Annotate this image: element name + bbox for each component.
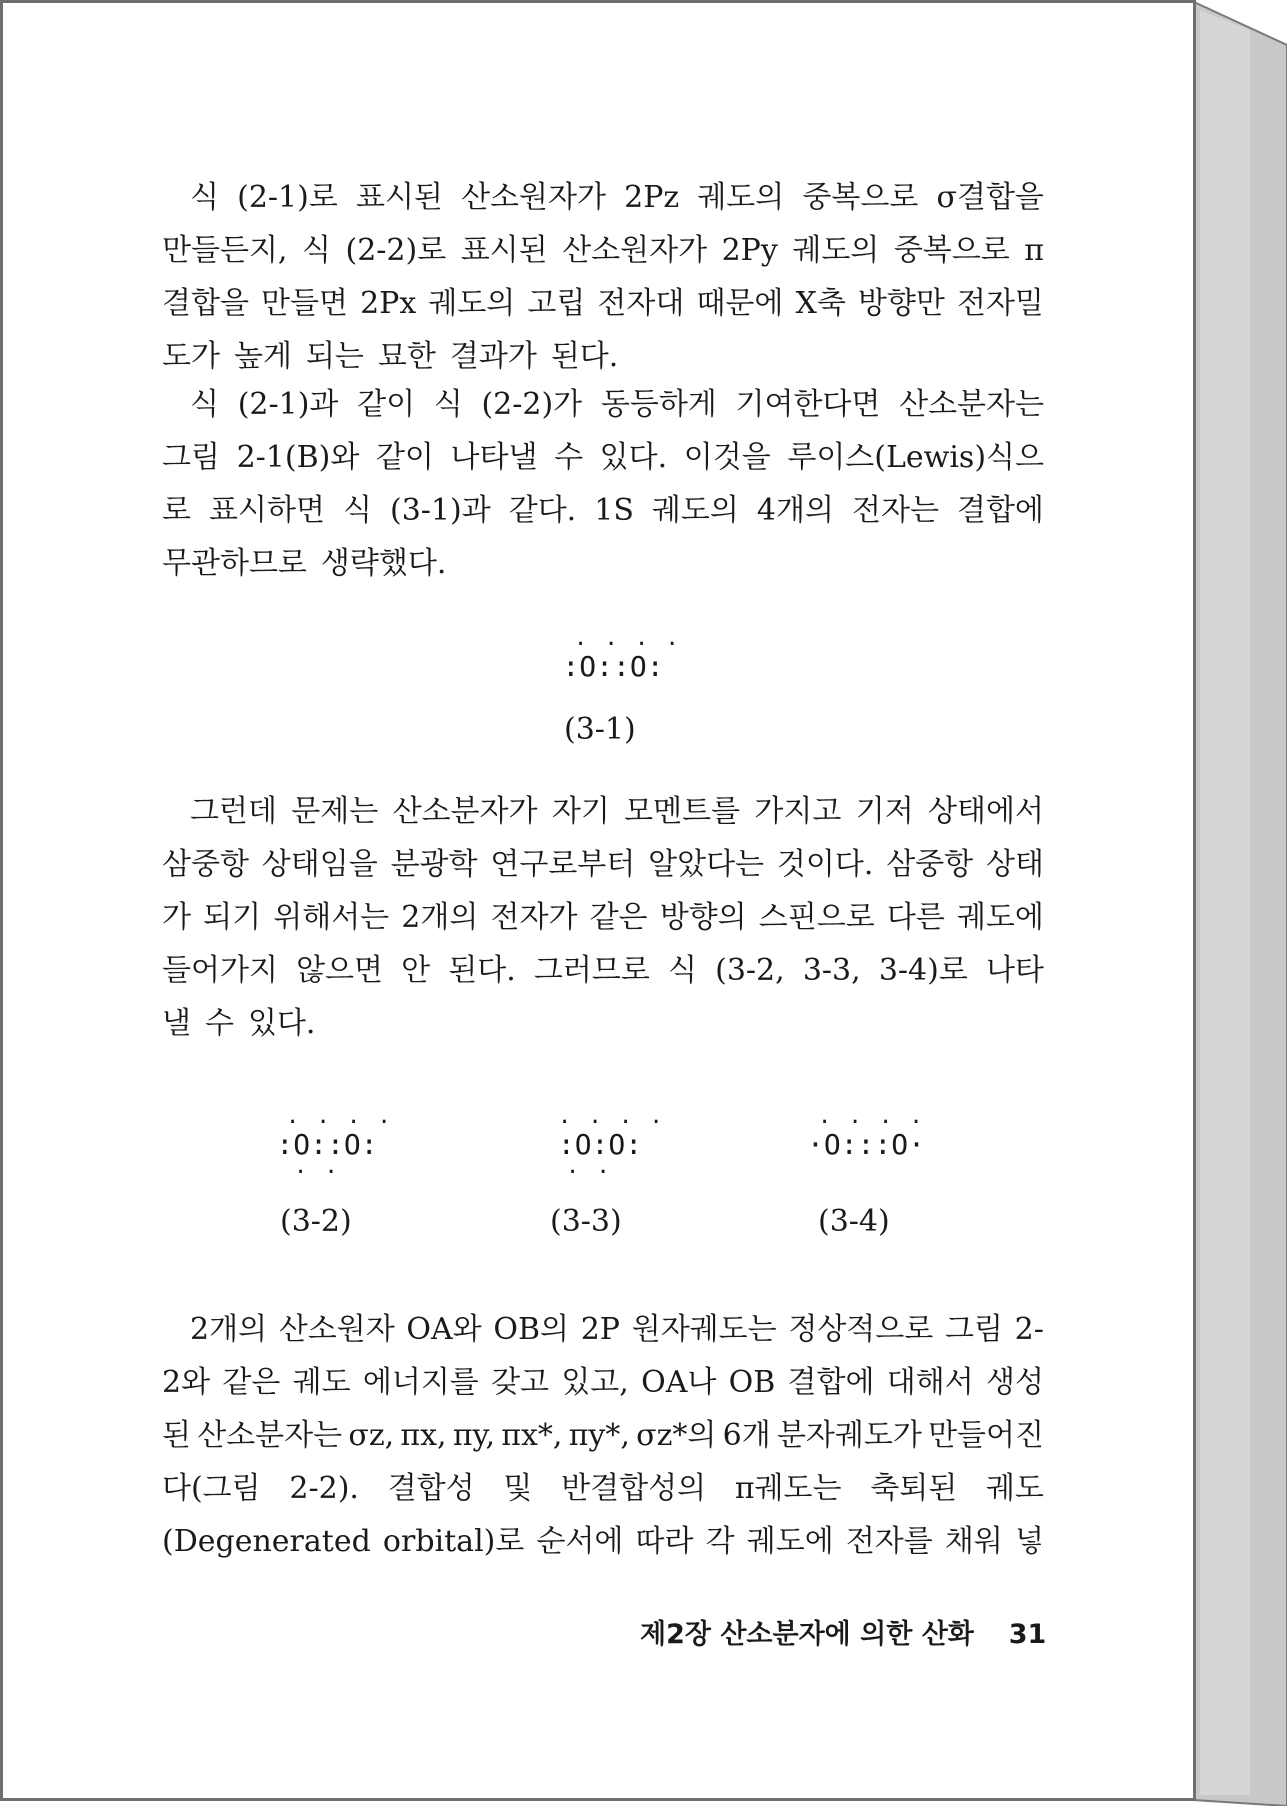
- word: 2Py: [721, 233, 778, 268]
- word: 전자대: [597, 286, 685, 321]
- word: 상태: [986, 847, 1044, 882]
- word: πx,: [400, 1418, 447, 1453]
- word: 원자궤도는: [631, 1312, 777, 1347]
- word: 문제는: [291, 794, 379, 829]
- word: 생성: [986, 1365, 1044, 1400]
- lone-pair-dots: · · · ·: [574, 632, 681, 657]
- word: 가지고: [754, 794, 842, 829]
- word: 그림: [944, 1312, 1003, 1347]
- word: 산소분자는: [899, 387, 1044, 422]
- word: 산소원자: [278, 1312, 395, 1347]
- word: 도가: [162, 339, 220, 374]
- text-line: [162, 845, 1044, 885]
- word: 식: [342, 493, 372, 528]
- text-line: [162, 1522, 1044, 1562]
- word: 산소원자가: [461, 180, 606, 215]
- word: 수: [204, 1006, 234, 1041]
- word: 묘한: [377, 339, 436, 374]
- word: 산소분자가: [392, 794, 538, 829]
- text-line: [162, 337, 1044, 377]
- word: 알았다는: [648, 847, 765, 882]
- word: 로: [162, 493, 191, 528]
- lewis-structure-3-3: :O:O:: [557, 1128, 643, 1161]
- word: 된다.: [550, 339, 619, 374]
- word: 결합성: [387, 1471, 475, 1506]
- word: 전자는: [851, 493, 939, 528]
- word: 2개의: [190, 1312, 268, 1347]
- word: 산소분자는: [197, 1418, 343, 1453]
- word: 식: [190, 180, 219, 215]
- text-line: [162, 1469, 1044, 1509]
- word: (Degenerated: [162, 1524, 371, 1559]
- word: 가: [162, 900, 191, 935]
- word: 된다.: [448, 953, 516, 988]
- lewis-structure-3-2: :O::O:: [276, 1128, 378, 1161]
- text-line: [162, 1416, 1044, 1456]
- word: 2-: [1014, 1312, 1044, 1347]
- word: 궤도의: [651, 493, 739, 528]
- lone-pair-dots: · · · ·: [286, 1110, 393, 1135]
- equation-label-3-4: (3-4): [818, 1204, 890, 1239]
- word: 순서에: [536, 1524, 624, 1559]
- word: 및: [503, 1471, 533, 1506]
- word: 식: [433, 387, 463, 422]
- word: 정상적으로: [788, 1312, 934, 1347]
- word: (3-1)과: [389, 493, 491, 528]
- word: 그러므로: [533, 953, 650, 988]
- word: 들어가지: [162, 953, 278, 988]
- word: (2-2)가: [481, 387, 583, 422]
- word: 무관하므로: [162, 546, 307, 581]
- word: σ결합을: [936, 180, 1044, 215]
- word: 연구로부터: [490, 847, 636, 882]
- word: 궤도에: [956, 900, 1044, 935]
- word: 3-4)로: [878, 953, 968, 988]
- word: 높게: [233, 339, 292, 374]
- word: 루이스(Lewis)식으: [787, 440, 1044, 475]
- word: 모멘트를: [624, 794, 741, 829]
- page-stack-shade: [1200, 10, 1250, 1795]
- word: 자기: [551, 794, 610, 829]
- word: 안: [401, 953, 431, 988]
- word: 위해서는: [273, 900, 390, 935]
- word: 표시된: [460, 233, 548, 268]
- word: π: [1024, 233, 1044, 268]
- word: 2Pz: [624, 180, 680, 215]
- text-line: [162, 231, 1044, 271]
- word: 각: [705, 1524, 735, 1559]
- word: OA와: [406, 1312, 482, 1347]
- word: 표시하면: [209, 493, 325, 528]
- word: 6개: [722, 1418, 771, 1453]
- word: (2-1)로: [237, 180, 338, 215]
- equation-label-3-2: (3-2): [280, 1204, 352, 1239]
- word: 때문에: [696, 286, 784, 321]
- page-footer: [640, 1612, 1047, 1651]
- word: 에너지를: [362, 1365, 479, 1400]
- word: 만들면: [261, 286, 348, 321]
- word: 대해서: [886, 1365, 974, 1400]
- word: 다른: [886, 900, 945, 935]
- word: 결합에: [787, 1365, 875, 1400]
- word: 기여한다면: [735, 387, 881, 422]
- word: 낼: [162, 1006, 191, 1041]
- word: 4개의: [756, 493, 834, 528]
- word: 삼중항: [886, 847, 974, 882]
- word: 궤도에: [746, 1524, 834, 1559]
- word: 같다.: [508, 493, 577, 528]
- word: 같은: [222, 1365, 281, 1400]
- text-line: [162, 544, 1044, 584]
- word: π궤도는: [734, 1471, 842, 1506]
- word: 식: [301, 233, 331, 268]
- word: 않으면: [296, 953, 384, 988]
- word: 결합을: [162, 286, 249, 321]
- word: 기저: [855, 794, 914, 829]
- word: 그런데: [190, 794, 277, 829]
- text-line: [162, 898, 1044, 938]
- word: OB: [728, 1365, 776, 1400]
- word: 같이: [357, 387, 416, 422]
- word: 2Px: [360, 286, 417, 321]
- word: 상태임을: [261, 847, 378, 882]
- word: 궤도의: [428, 286, 516, 321]
- word: 결과가: [449, 339, 537, 374]
- word: 중복으로: [802, 180, 919, 215]
- lone-pair-dots: · · · ·: [818, 1110, 925, 1135]
- word: 전자밀: [956, 286, 1044, 321]
- word: 나타낼: [450, 440, 538, 475]
- word: 되기: [203, 900, 262, 935]
- word: 2-2).: [289, 1471, 359, 1506]
- text-line: [162, 1004, 1044, 1044]
- word: 생략했다.: [320, 546, 447, 581]
- text-line: [162, 951, 1044, 991]
- word: 결합에: [956, 493, 1044, 528]
- word: 있다.: [599, 440, 668, 475]
- word: 만들어진: [928, 1418, 1044, 1453]
- word: (2-1)과: [237, 387, 339, 422]
- unpaired-electron-dots: · ·: [566, 1160, 612, 1185]
- word: 축퇴된: [870, 1471, 958, 1506]
- word: 삼중항: [162, 847, 249, 882]
- text-line: [162, 385, 1044, 425]
- word: (3-2,: [715, 953, 785, 988]
- lone-pair-dots: · · · ·: [558, 1110, 665, 1135]
- text-line: [162, 792, 1044, 832]
- word: 1S: [594, 493, 634, 528]
- word: 되는: [305, 339, 364, 374]
- equation-label-3-3: (3-3): [550, 1204, 622, 1239]
- word: orbital)로: [382, 1524, 525, 1559]
- word: 분광학: [390, 847, 478, 882]
- word: 같이: [375, 440, 434, 475]
- word: πx*,: [501, 1418, 563, 1453]
- word: 식: [667, 953, 697, 988]
- equation-label-3-1: (3-1): [564, 712, 636, 747]
- word: 2개의: [401, 900, 479, 935]
- text-line: [162, 1310, 1044, 1350]
- word: 전자가: [490, 900, 578, 935]
- word: 된: [162, 1418, 191, 1453]
- word: 2P: [580, 1312, 620, 1347]
- word: 나타: [985, 953, 1044, 988]
- page-number: 31: [1008, 1619, 1047, 1650]
- word: 있다.: [247, 1006, 316, 1041]
- word: 동등하게: [600, 387, 717, 422]
- word: πy*,: [568, 1418, 630, 1453]
- word: 분자궤도가: [776, 1418, 922, 1453]
- lewis-structure-3-1: :O::O:: [562, 650, 664, 683]
- word: 식: [190, 387, 219, 422]
- word: πy,: [452, 1418, 496, 1453]
- word: (2-2)로: [345, 233, 447, 268]
- word: 궤도의: [697, 180, 785, 215]
- word: 다(그림: [162, 1471, 261, 1506]
- word: 2-1(B)와: [236, 440, 360, 475]
- word: 넣: [1015, 1524, 1044, 1559]
- word: 같은: [589, 900, 648, 935]
- word: 궤도의: [792, 233, 880, 268]
- unpaired-electron-dots: · ·: [294, 1160, 340, 1185]
- word: 이것을: [683, 440, 771, 475]
- word: 것이다.: [776, 847, 874, 882]
- word: 궤도: [292, 1365, 351, 1400]
- word: σz*의: [636, 1418, 717, 1453]
- lewis-structure-3-4: ·O:::O·: [806, 1128, 925, 1161]
- word: 방향의: [659, 900, 747, 935]
- word: 산소원자가: [562, 233, 708, 268]
- word: 중복으로: [893, 233, 1010, 268]
- running-head: 제2장 산소분자에 의한 산화: [640, 1619, 974, 1650]
- word: 고립: [527, 286, 586, 321]
- text-line: [162, 438, 1044, 478]
- word: 반결합성의: [561, 1471, 707, 1506]
- word: 궤도: [985, 1471, 1044, 1506]
- word: 2와: [162, 1365, 211, 1400]
- word: 있고,: [561, 1365, 629, 1400]
- word: 전자를: [845, 1524, 933, 1559]
- word: 그림: [162, 440, 220, 475]
- word: 채워: [944, 1524, 1003, 1559]
- text-line: [162, 1363, 1044, 1403]
- word: X축: [795, 286, 846, 321]
- word: 상태에서: [928, 794, 1044, 829]
- word: 표시된: [355, 180, 443, 215]
- word: σz,: [348, 1418, 395, 1453]
- word: 갖고: [491, 1365, 550, 1400]
- word: 수: [554, 440, 584, 475]
- word: 방향만: [857, 286, 945, 321]
- text-line: [162, 178, 1044, 218]
- word: OA나: [641, 1365, 717, 1400]
- word: 스핀으로: [758, 900, 875, 935]
- word: 만들든지,: [162, 233, 288, 268]
- text-line: [162, 491, 1044, 531]
- text-line: [162, 284, 1044, 324]
- word: OB의: [493, 1312, 569, 1347]
- word: 따라: [635, 1524, 694, 1559]
- word: 3-3,: [802, 953, 861, 988]
